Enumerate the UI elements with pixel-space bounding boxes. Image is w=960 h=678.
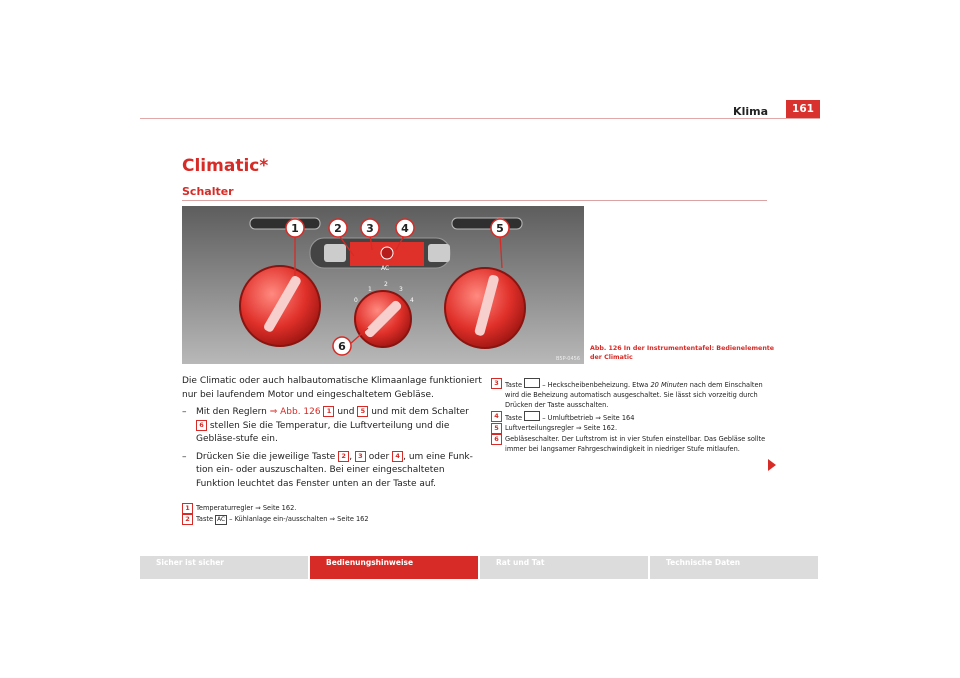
temp-scale-4: 4 (410, 297, 414, 304)
note-badge: 2 (182, 514, 193, 525)
callout-badge: 1 (323, 406, 334, 417)
temp-scale-0: 0 (354, 297, 358, 304)
callout-2: 2 (334, 222, 342, 235)
page-number: 161 (786, 100, 820, 118)
note-text-part: – Heckscheibenbeheizung. Etwa (540, 381, 651, 389)
bullet-text (196, 451, 482, 492)
temp-scale-3: 3 (399, 286, 403, 293)
bullet-text-part: , um eine Funk-tion ein- oder auszuschalten. Bei einer eingeschalteten Funktion leuchtet das Fenster unten an der Taste auf. (196, 451, 473, 489)
subsection-title: Schalter (182, 185, 234, 198)
callout-badge: 4 (392, 451, 403, 462)
header-rule (140, 118, 820, 119)
note-badge: 3 (491, 378, 502, 389)
footer-tab-technical-data[interactable]: Technische Daten (650, 556, 818, 579)
note-text-part: Taste (505, 381, 525, 389)
note-item (491, 434, 771, 454)
note-badge: 6 (491, 434, 502, 445)
temp-scale-2: 2 (384, 281, 388, 288)
note-text: Luftverteilungsregler ⇒ Seite 162. (505, 423, 618, 432)
note-text: Temperaturregler ⇒ Seite 162. (196, 504, 297, 512)
figure-reference-link[interactable]: ⇒ Abb. 126 (269, 407, 321, 417)
note-badge: 1 (182, 503, 193, 514)
ac-button-light (381, 247, 393, 259)
note-badge: 5 (491, 423, 502, 434)
slider-left (324, 244, 346, 262)
running-head: Klima (733, 105, 768, 118)
note-badge: 4 (491, 411, 502, 422)
instruction-bullet (182, 451, 482, 492)
air-vent-left (250, 218, 320, 229)
note-text (196, 514, 369, 525)
note-item (491, 411, 771, 423)
continue-arrow-icon (768, 459, 776, 471)
callout-5: 5 (496, 222, 504, 235)
bullet-text-part: , (349, 451, 355, 462)
bullet-dash: – (182, 451, 187, 462)
note-text: Gebläseschalter. Der Luftstrom ist in vier Stufen einstellbar. Das Gebläse sollte immer bei langsamer Fahrgeschwindigkeit in niedriger Stufe mitlaufen. (505, 435, 766, 454)
temp-scale-1: 1 (368, 286, 372, 293)
note-item (491, 378, 771, 411)
callout-badge: 5 (357, 406, 368, 417)
note-text-part: nach dem Einschalten wird die Beheizung automatisch ausgeschaltet. Sie lässt sich vorzeitig durch Drücken der Taste ausschalten. (505, 381, 763, 410)
bullet-text-part: und mit dem Schalter (368, 407, 469, 417)
right-column-notes (491, 378, 771, 455)
note-emphasis: 20 Minuten (650, 381, 688, 389)
recirculation-icon (524, 411, 540, 421)
bullet-text (196, 406, 482, 447)
callout-4: 4 (401, 222, 409, 235)
note-text-part: Taste (196, 515, 216, 524)
section-title: Climatic* (182, 156, 269, 176)
bullet-text-part: stellen Sie die Temperatur, die Luftverteilung und die Gebläse-stufe ein. (196, 420, 450, 444)
note-text (505, 411, 634, 423)
note-text-part: – Kühlanlage ein-/ausschalten ⇒ Seite 162 (227, 515, 369, 524)
note-item (182, 503, 482, 514)
ac-key-label: AC (217, 517, 226, 524)
footer-nav (140, 556, 818, 579)
footer-tab-operation[interactable]: Bedienungshinweise (310, 556, 478, 579)
note-text-part: Taste (505, 413, 525, 422)
legend-notes (182, 503, 482, 525)
callout-3: 3 (366, 222, 374, 235)
note-item (182, 514, 482, 525)
callout-badge: 2 (338, 451, 349, 462)
instruction-bullet (182, 406, 482, 447)
intro-paragraph: Die Climatic oder auch halbautomatische Klimaanlage funktioniert nur bei laufendem Motor und eingeschaltetem Gebläse. (182, 376, 482, 400)
subsection-rule (182, 200, 767, 201)
callout-badge: 6 (196, 420, 207, 431)
callout-badge: 3 (355, 451, 366, 462)
footer-tab-advice[interactable]: Rat und Tat (480, 556, 648, 579)
slider-right (428, 244, 450, 262)
bullet-text-part: und (334, 407, 358, 417)
rear-window-heater-icon (524, 378, 540, 388)
figure-caption: Abb. 126 In der Instrumententafel: Bedienelemente der Climatic (590, 345, 775, 361)
bullet-text-part: Mit den Reglern (196, 407, 270, 417)
footer-tab-safety[interactable]: Sicher ist sicher (140, 556, 308, 579)
note-text (505, 378, 771, 411)
air-vent-right (452, 218, 522, 229)
bullet-text-part: oder (365, 451, 393, 462)
bullet-dash: – (182, 407, 187, 417)
note-item (491, 423, 771, 434)
bullet-text-part: Drücken Sie die jeweilige Taste (196, 451, 339, 462)
ac-button-label: AC (381, 265, 390, 272)
body-text (182, 375, 482, 491)
note-text-part: – Umluftbetrieb ⇒ Seite 164 (540, 413, 635, 422)
callout-6: 6 (338, 340, 346, 353)
figure-code: B5P-0456 (555, 356, 580, 362)
callout-1: 1 (291, 222, 299, 235)
climatic-controls-figure (182, 206, 584, 364)
